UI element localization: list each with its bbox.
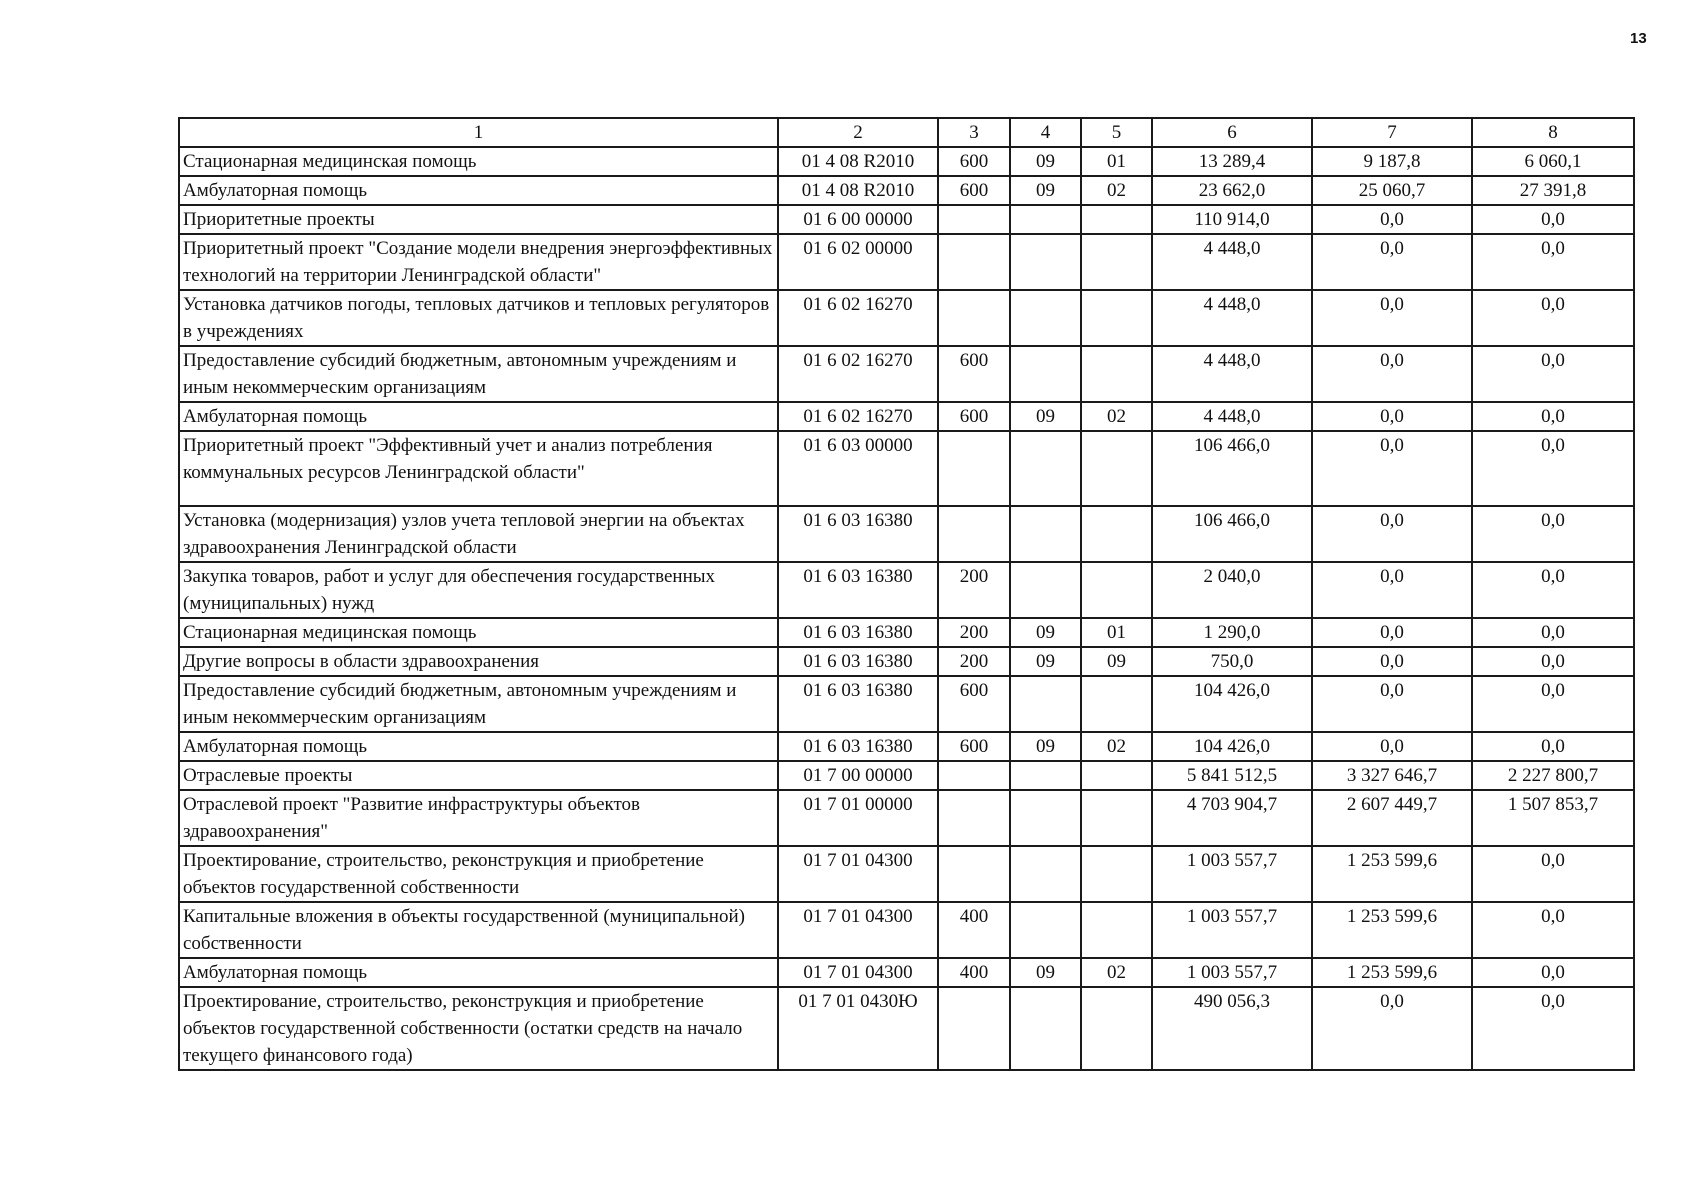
row-amount-2: 0,0 — [1312, 290, 1472, 346]
table-row — [179, 790, 1634, 846]
table-row — [179, 205, 1634, 234]
row-subsection: 01 — [1081, 618, 1152, 647]
row-amount-2: 0,0 — [1312, 647, 1472, 676]
row-expense-type: 200 — [938, 562, 1010, 618]
row-amount-1: 4 703 904,7 — [1152, 790, 1312, 846]
row-amount-3: 0,0 — [1472, 732, 1634, 761]
row-expense-type — [938, 431, 1010, 506]
row-amount-1: 2 040,0 — [1152, 562, 1312, 618]
table-row — [179, 647, 1634, 676]
row-name: Амбулаторная помощь — [179, 958, 778, 987]
row-subsection — [1081, 902, 1152, 958]
row-name: Стационарная медицинская помощь — [179, 618, 778, 647]
row-amount-1: 23 662,0 — [1152, 176, 1312, 205]
row-subsection — [1081, 234, 1152, 290]
table-row — [179, 562, 1634, 618]
row-section — [1010, 761, 1081, 790]
row-amount-3: 0,0 — [1472, 506, 1634, 562]
row-subsection: 02 — [1081, 732, 1152, 761]
row-code: 01 7 01 04300 — [778, 902, 938, 958]
row-code: 01 4 08 R2010 — [778, 147, 938, 176]
row-name: Амбулаторная помощь — [179, 402, 778, 431]
row-name: Приоритетные проекты — [179, 205, 778, 234]
row-section — [1010, 676, 1081, 732]
row-name: Отраслевые проекты — [179, 761, 778, 790]
row-code: 01 6 02 16270 — [778, 402, 938, 431]
row-amount-1: 4 448,0 — [1152, 234, 1312, 290]
row-expense-type — [938, 790, 1010, 846]
row-amount-3: 0,0 — [1472, 402, 1634, 431]
column-header: 4 — [1010, 118, 1081, 147]
row-expense-type — [938, 987, 1010, 1070]
row-amount-3: 0,0 — [1472, 987, 1634, 1070]
row-amount-2: 2 607 449,7 — [1312, 790, 1472, 846]
table-row — [179, 846, 1634, 902]
row-amount-3: 0,0 — [1472, 958, 1634, 987]
row-code: 01 6 03 16380 — [778, 732, 938, 761]
row-amount-3: 0,0 — [1472, 290, 1634, 346]
row-expense-type — [938, 290, 1010, 346]
column-header: 7 — [1312, 118, 1472, 147]
row-amount-1: 13 289,4 — [1152, 147, 1312, 176]
row-name: Предоставление субсидий бюджетным, автономным учреждениям и иным некоммерческим организациям — [179, 676, 778, 732]
row-amount-1: 750,0 — [1152, 647, 1312, 676]
row-subsection — [1081, 846, 1152, 902]
row-section: 09 — [1010, 147, 1081, 176]
table-row — [179, 431, 1634, 506]
row-amount-1: 106 466,0 — [1152, 431, 1312, 506]
row-amount-3: 2 227 800,7 — [1472, 761, 1634, 790]
row-amount-1: 1 003 557,7 — [1152, 958, 1312, 987]
column-header: 2 — [778, 118, 938, 147]
row-subsection: 02 — [1081, 402, 1152, 431]
row-subsection: 01 — [1081, 147, 1152, 176]
table-row — [179, 346, 1634, 402]
row-amount-2: 0,0 — [1312, 987, 1472, 1070]
row-amount-1: 4 448,0 — [1152, 346, 1312, 402]
table-row — [179, 176, 1634, 205]
row-code: 01 4 08 R2010 — [778, 176, 938, 205]
row-amount-2: 0,0 — [1312, 431, 1472, 506]
row-amount-2: 25 060,7 — [1312, 176, 1472, 205]
column-header: 6 — [1152, 118, 1312, 147]
row-section — [1010, 290, 1081, 346]
row-code: 01 6 03 16380 — [778, 562, 938, 618]
row-amount-3: 27 391,8 — [1472, 176, 1634, 205]
row-code: 01 7 01 04300 — [778, 958, 938, 987]
row-amount-2: 3 327 646,7 — [1312, 761, 1472, 790]
row-section — [1010, 506, 1081, 562]
row-amount-3: 0,0 — [1472, 647, 1634, 676]
table-row — [179, 618, 1634, 647]
row-amount-2: 1 253 599,6 — [1312, 902, 1472, 958]
row-subsection: 09 — [1081, 647, 1152, 676]
table-row — [179, 506, 1634, 562]
row-code: 01 6 02 16270 — [778, 290, 938, 346]
row-amount-1: 1 290,0 — [1152, 618, 1312, 647]
row-amount-1: 104 426,0 — [1152, 732, 1312, 761]
row-name: Амбулаторная помощь — [179, 176, 778, 205]
row-expense-type: 400 — [938, 958, 1010, 987]
column-header: 1 — [179, 118, 778, 147]
row-code: 01 6 02 16270 — [778, 346, 938, 402]
row-code: 01 6 03 16380 — [778, 506, 938, 562]
table-row — [179, 958, 1634, 987]
row-subsection — [1081, 290, 1152, 346]
row-section — [1010, 562, 1081, 618]
row-section — [1010, 234, 1081, 290]
row-amount-3: 0,0 — [1472, 346, 1634, 402]
row-amount-3: 6 060,1 — [1472, 147, 1634, 176]
column-header: 3 — [938, 118, 1010, 147]
row-section: 09 — [1010, 402, 1081, 431]
row-amount-1: 1 003 557,7 — [1152, 846, 1312, 902]
row-amount-1: 5 841 512,5 — [1152, 761, 1312, 790]
row-code: 01 6 02 00000 — [778, 234, 938, 290]
table-row — [179, 987, 1634, 1070]
row-expense-type — [938, 506, 1010, 562]
table-row — [179, 676, 1634, 732]
row-expense-type: 400 — [938, 902, 1010, 958]
row-subsection — [1081, 761, 1152, 790]
row-name: Стационарная медицинская помощь — [179, 147, 778, 176]
row-amount-1: 490 056,3 — [1152, 987, 1312, 1070]
row-amount-1: 110 914,0 — [1152, 205, 1312, 234]
row-expense-type: 600 — [938, 346, 1010, 402]
row-name: Предоставление субсидий бюджетным, автономным учреждениям и иным некоммерческим организациям — [179, 346, 778, 402]
row-amount-2: 0,0 — [1312, 676, 1472, 732]
row-subsection — [1081, 506, 1152, 562]
row-amount-1: 1 003 557,7 — [1152, 902, 1312, 958]
row-name: Приоритетный проект "Эффективный учет и анализ потребления коммунальных ресурсов Ленинградской области" — [179, 431, 778, 506]
row-section — [1010, 205, 1081, 234]
row-name: Капитальные вложения в объекты государственной (муниципальной) собственности — [179, 902, 778, 958]
row-amount-2: 0,0 — [1312, 618, 1472, 647]
row-name: Установка (модернизация) узлов учета тепловой энергии на объектах здравоохранения Ленинградской области — [179, 506, 778, 562]
row-amount-2: 0,0 — [1312, 562, 1472, 618]
row-amount-2: 0,0 — [1312, 732, 1472, 761]
row-code: 01 6 03 00000 — [778, 431, 938, 506]
row-amount-3: 1 507 853,7 — [1472, 790, 1634, 846]
row-amount-2: 0,0 — [1312, 346, 1472, 402]
row-expense-type — [938, 205, 1010, 234]
row-code: 01 7 01 04300 — [778, 846, 938, 902]
row-subsection — [1081, 431, 1152, 506]
row-amount-2: 9 187,8 — [1312, 147, 1472, 176]
table-row — [179, 147, 1634, 176]
row-section: 09 — [1010, 647, 1081, 676]
row-subsection — [1081, 346, 1152, 402]
row-amount-2: 0,0 — [1312, 402, 1472, 431]
row-section: 09 — [1010, 732, 1081, 761]
row-amount-3: 0,0 — [1472, 234, 1634, 290]
row-expense-type: 600 — [938, 402, 1010, 431]
row-code: 01 6 03 16380 — [778, 618, 938, 647]
row-expense-type — [938, 761, 1010, 790]
row-amount-1: 104 426,0 — [1152, 676, 1312, 732]
row-subsection — [1081, 676, 1152, 732]
row-section — [1010, 902, 1081, 958]
row-name: Амбулаторная помощь — [179, 732, 778, 761]
row-name: Отраслевой проект "Развитие инфраструктуры объектов здравоохранения" — [179, 790, 778, 846]
row-subsection: 02 — [1081, 176, 1152, 205]
row-code: 01 7 01 00000 — [778, 790, 938, 846]
row-subsection — [1081, 790, 1152, 846]
page-number: 13 — [1630, 30, 1647, 47]
row-subsection: 02 — [1081, 958, 1152, 987]
column-header: 8 — [1472, 118, 1634, 147]
row-amount-3: 0,0 — [1472, 676, 1634, 732]
table-row — [179, 732, 1634, 761]
row-section — [1010, 346, 1081, 402]
row-amount-2: 0,0 — [1312, 506, 1472, 562]
table-row — [179, 402, 1634, 431]
row-expense-type: 600 — [938, 732, 1010, 761]
row-section: 09 — [1010, 958, 1081, 987]
row-amount-2: 0,0 — [1312, 205, 1472, 234]
row-code: 01 6 03 16380 — [778, 676, 938, 732]
row-section — [1010, 431, 1081, 506]
row-section — [1010, 790, 1081, 846]
row-section: 09 — [1010, 176, 1081, 205]
row-expense-type: 600 — [938, 676, 1010, 732]
row-amount-3: 0,0 — [1472, 205, 1634, 234]
row-amount-1: 106 466,0 — [1152, 506, 1312, 562]
row-code: 01 6 03 16380 — [778, 647, 938, 676]
row-expense-type: 600 — [938, 147, 1010, 176]
table-header-row — [179, 118, 1634, 147]
row-section: 09 — [1010, 618, 1081, 647]
row-code: 01 6 00 00000 — [778, 205, 938, 234]
row-expense-type: 200 — [938, 647, 1010, 676]
row-amount-2: 1 253 599,6 — [1312, 846, 1472, 902]
table-row — [179, 234, 1634, 290]
row-section — [1010, 846, 1081, 902]
row-expense-type: 600 — [938, 176, 1010, 205]
row-name: Приоритетный проект "Создание модели внедрения энергоэффективных технологий на территории Ленинградской области" — [179, 234, 778, 290]
row-amount-3: 0,0 — [1472, 618, 1634, 647]
row-code: 01 7 00 00000 — [778, 761, 938, 790]
row-amount-3: 0,0 — [1472, 902, 1634, 958]
row-expense-type — [938, 234, 1010, 290]
row-name: Установка датчиков погоды, тепловых датчиков и тепловых регуляторов в учреждениях — [179, 290, 778, 346]
row-subsection — [1081, 562, 1152, 618]
row-expense-type: 200 — [938, 618, 1010, 647]
row-amount-3: 0,0 — [1472, 562, 1634, 618]
row-amount-1: 4 448,0 — [1152, 402, 1312, 431]
row-name: Проектирование, строительство, реконструкция и приобретение объектов государственной собственности — [179, 846, 778, 902]
table-row — [179, 290, 1634, 346]
column-header: 5 — [1081, 118, 1152, 147]
table-row — [179, 902, 1634, 958]
row-section — [1010, 987, 1081, 1070]
budget-table — [178, 117, 1635, 1071]
row-subsection — [1081, 205, 1152, 234]
row-amount-2: 1 253 599,6 — [1312, 958, 1472, 987]
row-amount-3: 0,0 — [1472, 846, 1634, 902]
row-subsection — [1081, 987, 1152, 1070]
row-name: Проектирование, строительство, реконструкция и приобретение объектов государственной собственности (остатки средств на начало текущего финансового года) — [179, 987, 778, 1070]
row-name: Другие вопросы в области здравоохранения — [179, 647, 778, 676]
table-row — [179, 761, 1634, 790]
row-name: Закупка товаров, работ и услуг для обеспечения государственных (муниципальных) нужд — [179, 562, 778, 618]
row-amount-2: 0,0 — [1312, 234, 1472, 290]
row-expense-type — [938, 846, 1010, 902]
row-code: 01 7 01 0430Ю — [778, 987, 938, 1070]
row-amount-1: 4 448,0 — [1152, 290, 1312, 346]
row-amount-3: 0,0 — [1472, 431, 1634, 506]
